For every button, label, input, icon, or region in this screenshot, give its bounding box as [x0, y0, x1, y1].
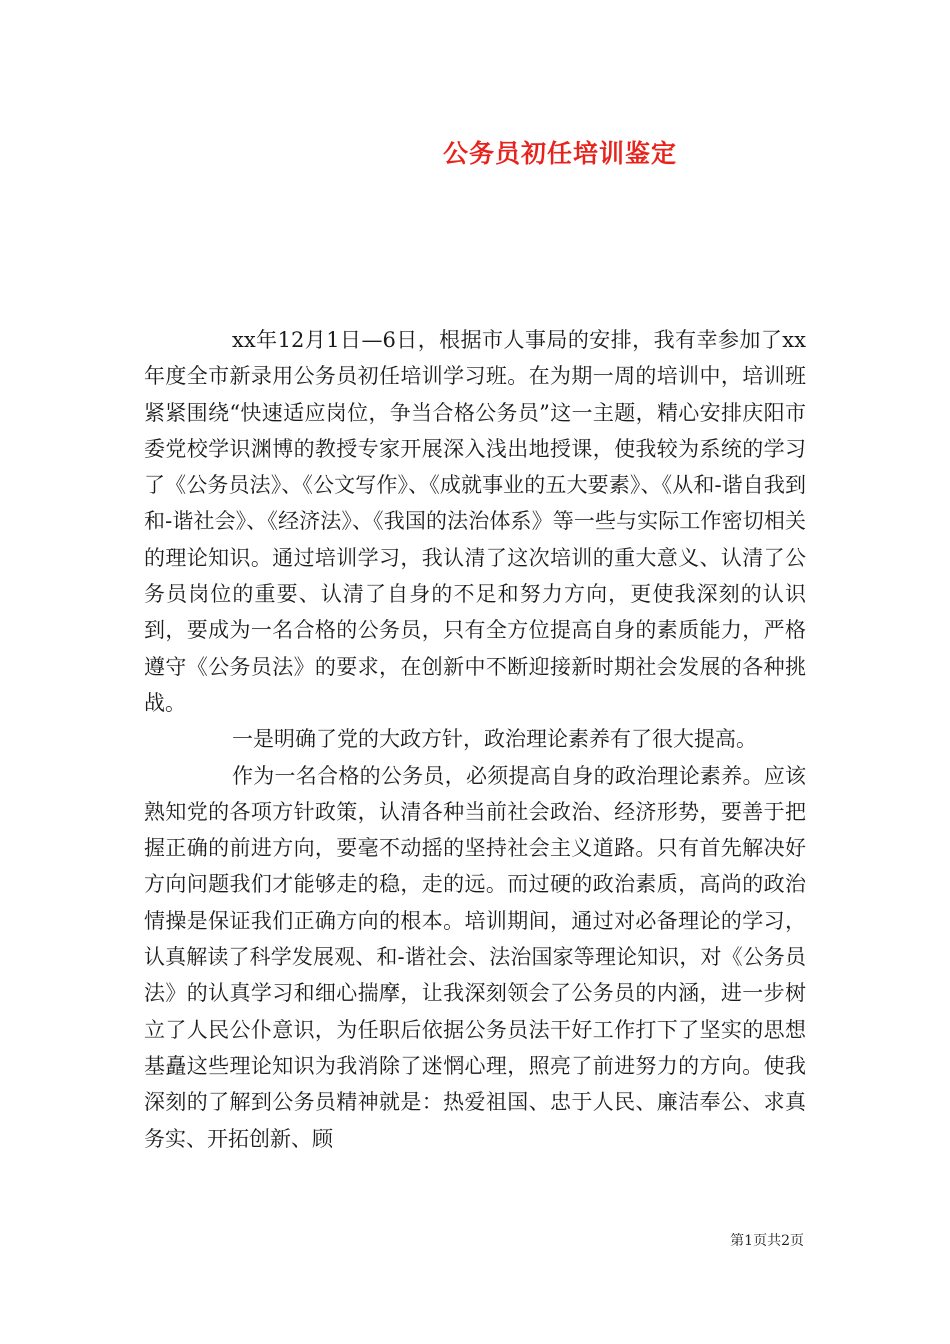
- paragraph-political-theory: 作为一名合格的公务员，必须提高自身的政治理论素养。应该熟知党的各项方针政策，认清各种当前社会政治、经济形势，要善于把握正确的前进方向，要毫不动摇的坚持社会主义道路。只有首先解决好方向问题我们才能够走的稳，走的远。而过硬的政治素质，高尚的政治情操是保证我们正确方向的根本。培训期间，通过对必备理论的学习，认真解读了科学发展观、和-谐社会、法治国家等理论知识，对《公务员法》的认真学习和细心揣摩，让我深刻领会了公务员的内涵，进一步树立了人民公仆意识，为任职后依据公务员法干好工作打下了坚实的思想基矗这些理论知识为我消除了迷惘心理，照亮了前进努力的方向。使我深刻的了解到公务员精神就是：热爱祖国、忠于人民、廉洁奉公、求真务实、开拓创新、顾: [144, 763, 806, 1151]
- document-body: [144, 322, 806, 1157]
- paragraph-intro: xx年12月1日—6日，根据市人事局的安排，我有幸参加了xx年度全市新录用公务员初任培训学习班。在为期一周的培训中，培训班紧紧围绕“快速适应岗位，争当合格公务员”这一主题，精心安排庆阳市委党校学识渊博的教授专家开展深入浅出地授课，使我较为系统的学习了《公务员法》、《公文写作》、《成就事业的五大要素》、《从和-谐自我到和-谐社会》、《经济法》、《我国的法治体系》等一些与实际工作密切相关的理论知识。通过培训学习，我认清了这次培训的重大意义、认清了公务员岗位的重要、认清了自身的不足和努力方向，更使我深刻的认识到，要成为一名合格的公务员，只有全方位提高自身的素质能力，严格遵守《公务员法》的要求，在创新中不断迎接新时期社会发展的各种挑战。: [144, 328, 806, 715]
- paragraph-heading-one: 一是明确了党的大政方针，政治理论素养有了很大提高。: [232, 727, 757, 752]
- page-number: 第1页共2页: [730, 1233, 804, 1249]
- document-title: 公务员初任培训鉴定: [442, 139, 677, 168]
